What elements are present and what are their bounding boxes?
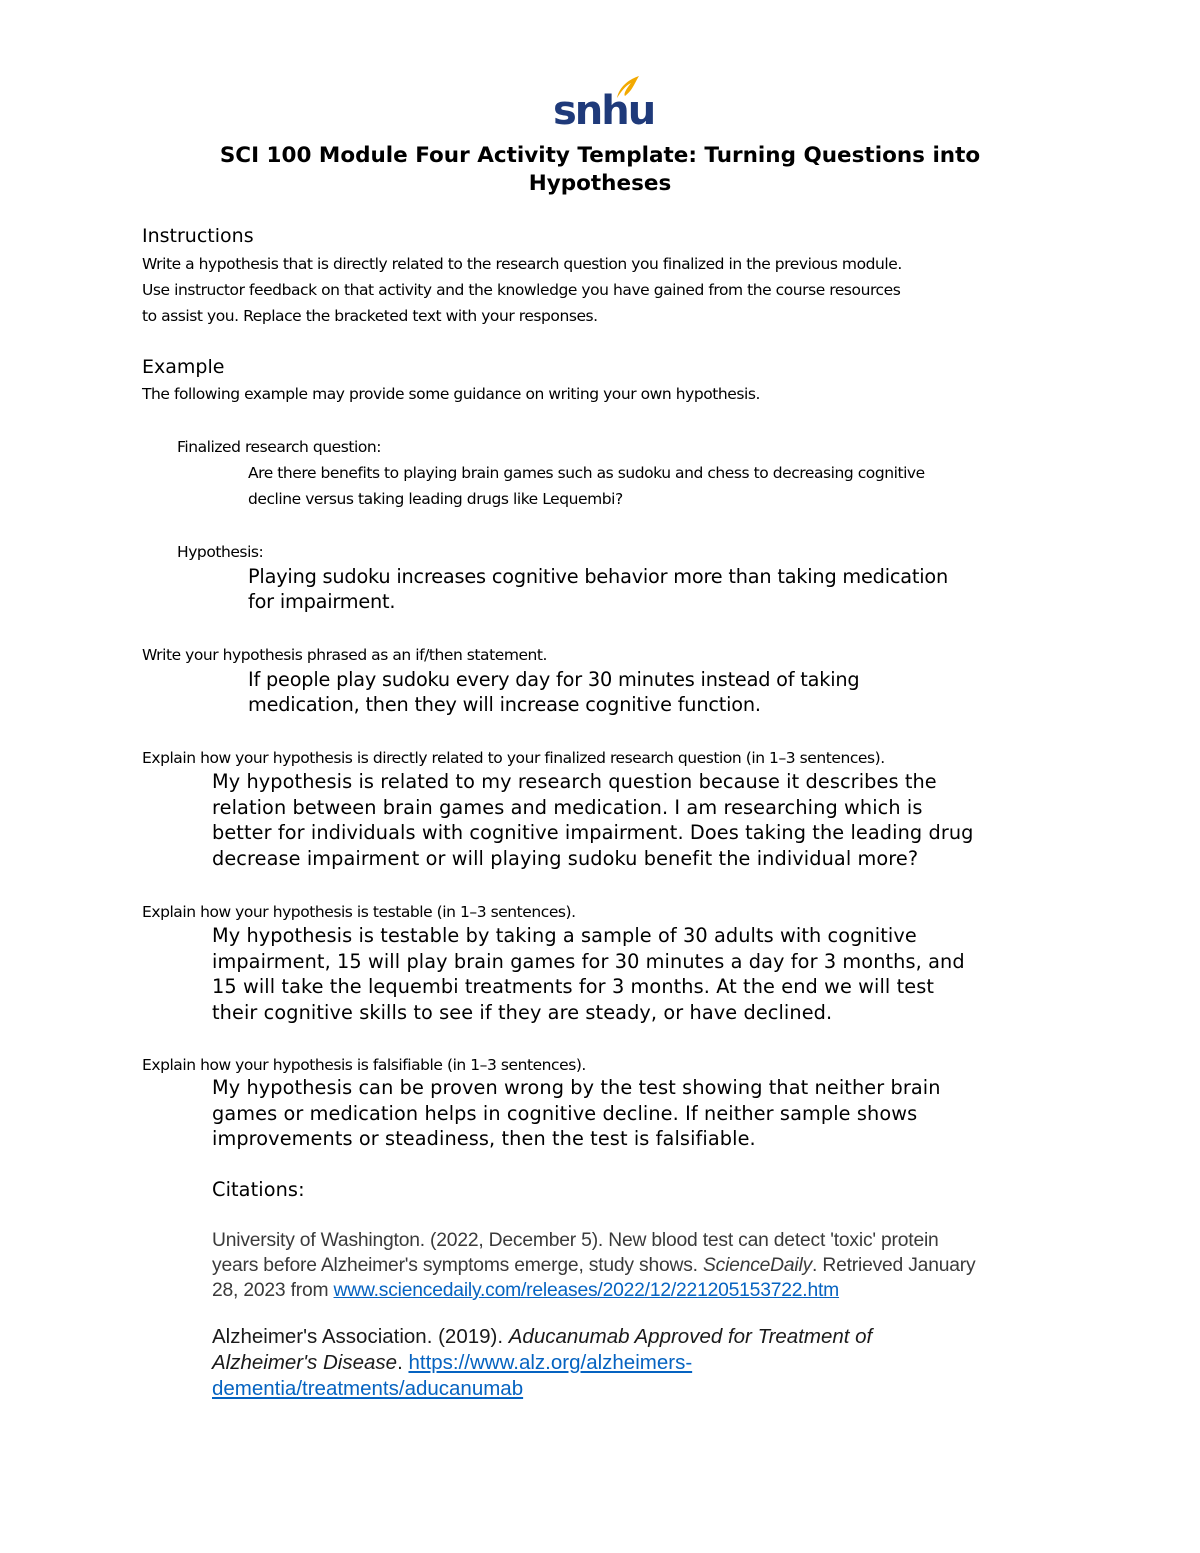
- example-intro: The following example may provide some guidance on writing your own hypothesis.: [142, 385, 760, 403]
- citation-text: . Retrieved January: [812, 1255, 976, 1276]
- citation-line: University of Washington. (2022, December 5). New blood test can detect 'toxic' protein: [212, 1230, 939, 1251]
- question-label: Finalized research question:: [177, 438, 382, 456]
- example-heading: Example: [142, 356, 225, 378]
- citation-line: [212, 1324, 872, 1350]
- response-line: improvements or steadiness, then the test is falsifiable.: [212, 1127, 756, 1150]
- citation-title-italic: Aducanumab Approved for Treatment of: [508, 1325, 873, 1348]
- logo-wordmark: snhu: [553, 88, 655, 134]
- citation-line: [212, 1253, 975, 1278]
- citation-2-link-part2[interactable]: dementia/treatments/aducanumab: [212, 1377, 524, 1400]
- related-response: [212, 769, 974, 871]
- example-question: [248, 460, 925, 512]
- response-line: impairment, 15 will play brain games for 30 minutes a day for 3 months, and: [212, 949, 965, 973]
- citation-1-link[interactable]: www.sciencedaily.com/releases/2022/12/221205153722.htm: [333, 1280, 840, 1301]
- citation-line: [212, 1376, 872, 1402]
- instructions-line: to assist you. Replace the bracketed text with your responses.: [142, 307, 598, 325]
- response-line: My hypothesis can be proven wrong by the test showing that neither brain: [212, 1076, 941, 1099]
- citation-text: .: [397, 1351, 409, 1374]
- ifthen-response: [248, 667, 859, 717]
- hypothesis-label: Hypothesis:: [177, 543, 264, 561]
- testable-prompt: Explain how your hypothesis is testable (in 1–3 sentences).: [142, 903, 576, 921]
- falsifiable-response: [212, 1075, 941, 1152]
- response-line: games or medication helps in cognitive decline. If neither sample shows: [212, 1101, 918, 1125]
- response-line: better for individuals with cognitive impairment. Does taking the leading drug: [212, 821, 974, 844]
- instructions-line: Write a hypothesis that is directly related to the research question you finalized in the previous module.: [142, 255, 902, 273]
- hypothesis-line: Playing sudoku increases cognitive behavior more than taking medication: [248, 565, 949, 588]
- instructions-body: [142, 251, 902, 329]
- response-line: My hypothesis is related to my research question because it describes the: [212, 770, 937, 793]
- citation-2-link-part1[interactable]: https://www.alz.org/alzheimers-: [408, 1351, 693, 1374]
- instructions-heading: Instructions: [142, 225, 254, 247]
- question-line: decline versus taking leading drugs like Lequembi?: [248, 490, 623, 508]
- response-line: decrease impairment or will playing sudoku benefit the individual more?: [212, 846, 919, 870]
- response-line: their cognitive skills to see if they are steady, or have declined.: [212, 1000, 833, 1024]
- snhu-logo: [553, 74, 655, 134]
- citations-heading: Citations:: [212, 1178, 305, 1201]
- example-hypothesis: [248, 564, 948, 614]
- citation-text: Alzheimer's Association. (2019).: [212, 1325, 509, 1348]
- response-line: relation between brain games and medication. I am researching which is: [212, 795, 923, 819]
- response-line: My hypothesis is testable by taking a sample of 30 adults with cognitive: [212, 924, 917, 947]
- ifthen-prompt: Write your hypothesis phrased as an if/then statement.: [142, 646, 548, 664]
- falsifiable-prompt: Explain how your hypothesis is falsifiable (in 1–3 sentences).: [142, 1056, 586, 1074]
- citation-text: years before Alzheimer's symptoms emerge, study shows.: [212, 1255, 703, 1276]
- testable-response: [212, 923, 965, 1025]
- title-line-1: SCI 100 Module Four Activity Template: Turning Questions into: [219, 143, 981, 168]
- hypothesis-line: for impairment.: [248, 590, 396, 613]
- citation-line: [212, 1278, 975, 1303]
- citation-text: 28, 2023 from: [212, 1280, 334, 1301]
- citation-line: [212, 1350, 872, 1376]
- response-line: 15 will take the lequembi treatments for 3 months. At the end we will test: [212, 975, 935, 998]
- title-line-2: Hypotheses: [528, 171, 672, 196]
- instructions-line: Use instructor feedback on that activity and the knowledge you have gained from the course resources: [142, 281, 901, 299]
- citation-2: [212, 1324, 872, 1402]
- citation-source-italic: ScienceDaily: [702, 1255, 813, 1276]
- citation-title-italic: Alzheimer's Disease: [212, 1351, 398, 1374]
- citation-1: [212, 1228, 975, 1303]
- document-title: [100, 142, 1100, 198]
- question-line: Are there benefits to playing brain games such as sudoku and chess to decreasing cognitive: [248, 464, 925, 482]
- response-line: medication, then they will increase cognitive function.: [248, 693, 761, 716]
- related-prompt: Explain how your hypothesis is directly related to your finalized research question (in 1–3 sentences).: [142, 749, 885, 767]
- response-line: If people play sudoku every day for 30 minutes instead of taking: [248, 668, 860, 691]
